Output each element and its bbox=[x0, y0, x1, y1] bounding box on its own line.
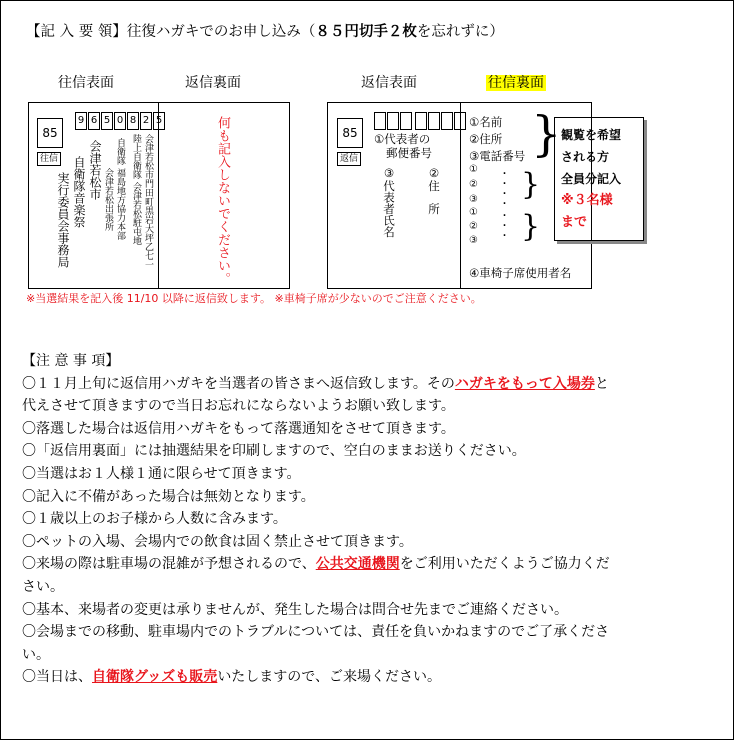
zip-box bbox=[400, 112, 412, 130]
notes-heading: 【注 意 事 項】 bbox=[22, 353, 120, 369]
member-marker: ① bbox=[469, 164, 478, 175]
field-name: ①名前 bbox=[469, 115, 503, 129]
zip-code-left bbox=[75, 112, 166, 130]
zip-box bbox=[387, 112, 399, 130]
note-4: 〇当選はお１人様１通に限らせて頂きます。 bbox=[22, 465, 301, 482]
dots-group-2: ・・・ bbox=[497, 210, 508, 240]
tag-henshin: 返信 bbox=[337, 152, 361, 166]
callout-box bbox=[554, 117, 644, 241]
unit-line-2: 会津若松出張所 bbox=[103, 168, 113, 231]
zip-digit: 6 bbox=[88, 112, 100, 130]
zip-digit: 9 bbox=[75, 112, 87, 130]
address-line-1: 会津若松市門田町黒岩大坪乙七一 bbox=[143, 134, 153, 269]
wheelchair-field: ④車椅子席使用者名 bbox=[469, 266, 572, 280]
postcard-right-divider bbox=[460, 102, 461, 289]
recipient-col-1: 会津若松市 bbox=[88, 140, 102, 200]
header-ofuku-omote: 往信表面 bbox=[58, 75, 114, 91]
zip-box bbox=[454, 112, 466, 130]
do-not-write-note: 何も記入しないでください。 bbox=[215, 116, 230, 285]
red-notice: ※当選結果を記入後 11/10 以降に返信致します。 ※車椅子席が少ないのでご注意ください。 bbox=[26, 292, 482, 305]
zip-box bbox=[428, 112, 440, 130]
zip-box bbox=[441, 112, 453, 130]
rep-zip-label: ①代表者の bbox=[374, 132, 431, 146]
stamp-85-left: 85 bbox=[37, 118, 63, 148]
callout-line: 観覧を希望 bbox=[561, 128, 622, 142]
header-henshin-omote: 返信表面 bbox=[361, 75, 417, 91]
note-3: 〇「返信用裏面」には抽選結果を印刷しますので、空白のままお送りください。 bbox=[22, 443, 526, 460]
tag-ofushin: 往信 bbox=[37, 152, 61, 166]
dots-group-1: ・・・・ bbox=[497, 168, 508, 208]
brace-2: } bbox=[521, 167, 541, 202]
field-phone: ③電話番号 bbox=[469, 149, 526, 163]
note-10-cont: い。 bbox=[22, 646, 50, 663]
addr-vertical-label: ②住 所 bbox=[427, 166, 441, 215]
note-6: 〇１歳以上のお子様から人数に含みます。 bbox=[22, 511, 287, 528]
header-henshin-ura: 返信裏面 bbox=[185, 75, 241, 91]
member-marker: ② bbox=[469, 221, 478, 232]
brace-1: } bbox=[531, 106, 562, 162]
unit-line-1: 自衛隊 福島地方協力本部 bbox=[115, 138, 125, 240]
recipient-col-3: 実行委員会事務局 bbox=[56, 172, 70, 268]
member-marker: ① bbox=[469, 207, 478, 218]
note-5: 〇記入に不備があった場合は無効となります。 bbox=[22, 488, 315, 505]
zip-box bbox=[374, 112, 386, 130]
zip-digit: 8 bbox=[127, 112, 139, 130]
recipient-col-2: 自衛隊音楽祭 bbox=[72, 156, 86, 228]
callout-line-red: まで bbox=[561, 215, 588, 230]
note-9: 〇基本、来場者の変更は承りませんが、発生した場合は問合せ先までご連絡ください。 bbox=[22, 601, 568, 618]
member-marker: ③ bbox=[469, 235, 478, 246]
zip-digit: 5 bbox=[101, 112, 113, 130]
note-11: 〇当日は、自衛隊グッズも販売いたしますので、ご来場ください。 bbox=[22, 669, 442, 686]
callout-line: される方 bbox=[561, 150, 610, 164]
field-address: ②住所 bbox=[469, 132, 503, 146]
zip-digit: 0 bbox=[114, 112, 126, 130]
note-1: 〇１１月上旬に返信用ハガキを当選者の皆さまへ返信致します。そのハガキをもって入場券と bbox=[22, 375, 609, 392]
callout-line-red: ※３名様 bbox=[561, 193, 613, 208]
name-vertical-label: ③代表者氏名 bbox=[382, 166, 396, 238]
header-ofuku-ura: 往信裏面 bbox=[488, 75, 544, 91]
note-8: 〇来場の際は駐車場の混雑が予想されるので、公共交通機関をご利用いただくようご協力くだ bbox=[22, 556, 610, 573]
notes-section bbox=[22, 350, 712, 689]
note-1-cont: 代えさせて頂きますので当日お忘れにならないようお願い致します。 bbox=[22, 398, 455, 415]
postcard-left-divider bbox=[158, 102, 159, 289]
stamp-85-right: 85 bbox=[337, 118, 363, 148]
zip-digit: 5 bbox=[153, 112, 165, 130]
note-10: 〇会場までの移動、駐車場内でのトラブルについては、責任を負いかねますのでご了承くださ bbox=[22, 624, 610, 641]
brace-3: } bbox=[521, 209, 541, 244]
zip-boxes-right bbox=[374, 112, 467, 130]
rep-zip-label-2: 郵便番号 bbox=[386, 146, 432, 160]
member-marker: ② bbox=[469, 179, 478, 190]
callout-line: 全員分記入 bbox=[561, 172, 622, 186]
address-line-2: 陸上自衛隊 会津若松駐屯地 bbox=[131, 134, 141, 245]
member-marker: ③ bbox=[469, 194, 478, 205]
page-title: 【記 入 要 領】往復ハガキでのお申し込み（８５円切手２枚を忘れずに） bbox=[26, 24, 504, 40]
note-2: 〇落選した場合は返信用ハガキをもって落選通知をさせて頂きます。 bbox=[22, 420, 455, 437]
note-8-cont: さい。 bbox=[22, 578, 64, 595]
zip-digit: 2 bbox=[140, 112, 152, 130]
note-7: 〇ペットの入場、会場内での飲食は固く禁止させて頂きます。 bbox=[22, 533, 413, 550]
zip-box bbox=[415, 112, 427, 130]
